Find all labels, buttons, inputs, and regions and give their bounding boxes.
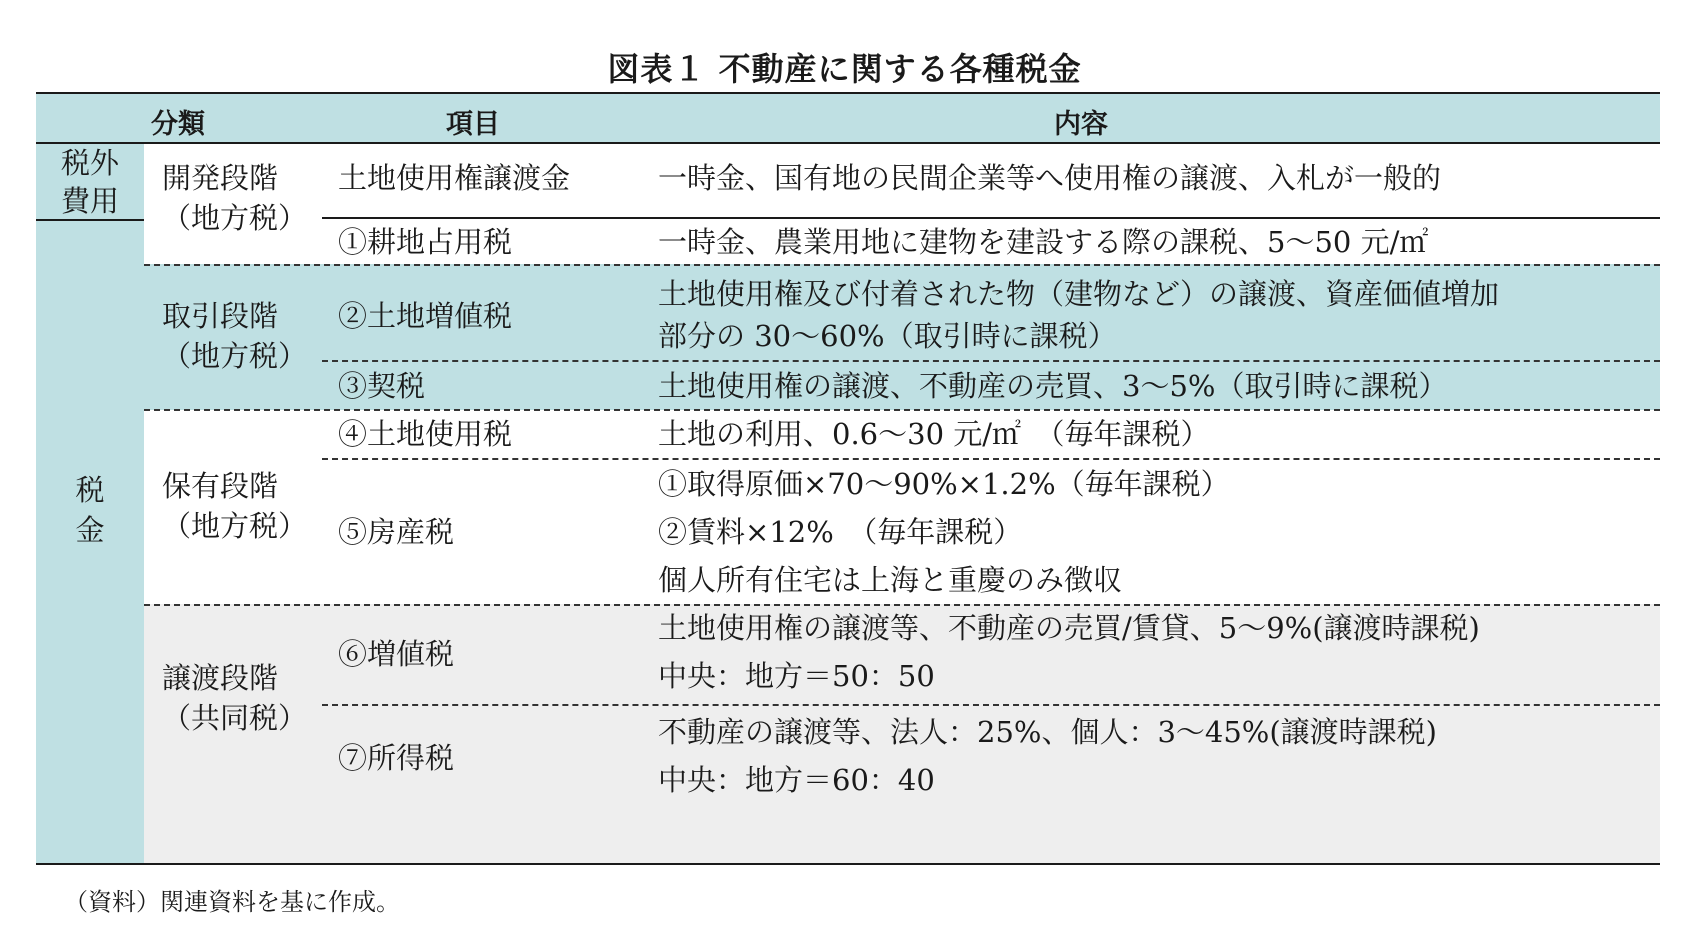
table-header bbox=[36, 92, 1660, 144]
tax-table bbox=[36, 92, 1660, 865]
content-land-use-fee: 一時金、国有地の民間企業等へ使用権の譲渡、入札が一般的 bbox=[658, 161, 1442, 195]
content-deed-tax: 土地使用権の譲渡、不動産の売買、3～5%（取引時に課税） bbox=[658, 369, 1448, 403]
header-category: 分類 bbox=[151, 109, 205, 140]
stage-transaction: 取引段階 （地方税） bbox=[162, 299, 308, 373]
content-vat-line2: 中央：地方＝50：50 bbox=[658, 659, 935, 693]
figure-title: 図表１ 不動産に関する各種税金 bbox=[607, 50, 1082, 88]
item-property-tax: ⑤房産税 bbox=[338, 515, 455, 549]
header-item: 項目 bbox=[446, 109, 500, 140]
content-property-tax-line3: 個人所有住宅は上海と重慶のみ徴収 bbox=[658, 563, 1123, 597]
stage-holding: 保有段階 （地方税） bbox=[162, 469, 308, 543]
content-property-tax-line2: ②賃料×12% （毎年課税） bbox=[658, 515, 1023, 549]
table-bottom-border bbox=[36, 863, 1660, 865]
group-tax: 税 金 bbox=[75, 473, 105, 547]
content-vat-line1: 土地使用権の譲渡等、不動産の売買/賃貸、5～9%(譲渡時課税) bbox=[658, 611, 1480, 645]
content-income-tax-line1: 不動産の譲渡等、法人：25%、個人：3～45%(譲渡時課税) bbox=[658, 715, 1437, 749]
row-divider bbox=[322, 217, 1660, 219]
source-footnote: （資料）関連資料を基に作成。 bbox=[64, 888, 400, 916]
item-land-value-tax: ②土地増値税 bbox=[338, 299, 513, 333]
item-income-tax: ⑦所得税 bbox=[338, 741, 455, 775]
group-divider bbox=[36, 219, 144, 221]
content-property-tax-line1: ①取得原価×70～90%×1.2%（毎年課税） bbox=[658, 467, 1230, 501]
group-non-tax: 税外 費用 bbox=[60, 146, 119, 218]
content-farmland-tax: 一時金、農業用地に建物を建設する際の課税、5～50 元/㎡ bbox=[658, 225, 1429, 259]
content-income-tax-line2: 中央：地方＝60：40 bbox=[658, 763, 935, 797]
content-land-use-tax: 土地の利用、0.6～30 元/㎡ （毎年課税） bbox=[658, 417, 1210, 451]
content-land-value-tax-line1: 土地使用権及び付着された物（建物など）の譲渡、資産価値増加 bbox=[658, 277, 1500, 311]
item-vat: ⑥増値税 bbox=[338, 637, 455, 671]
row-divider bbox=[322, 704, 1660, 706]
stage-transfer: 譲渡段階 （共同税） bbox=[162, 661, 308, 735]
stage-development: 開発段階 （地方税） bbox=[162, 161, 308, 235]
item-deed-tax: ③契税 bbox=[338, 369, 426, 403]
item-land-use-fee: 土地使用権譲渡金 bbox=[338, 161, 571, 195]
content-land-value-tax-line2: 部分の 30～60%（取引時に課税） bbox=[658, 319, 1117, 353]
item-farmland-tax: ①耕地占用税 bbox=[338, 225, 513, 259]
item-land-use-tax: ④土地使用税 bbox=[338, 417, 513, 451]
stage-divider bbox=[144, 409, 1660, 411]
header-content: 内容 bbox=[1054, 109, 1108, 140]
row-divider bbox=[322, 360, 1660, 362]
row-divider bbox=[322, 458, 1660, 460]
stage-divider bbox=[144, 264, 1660, 266]
